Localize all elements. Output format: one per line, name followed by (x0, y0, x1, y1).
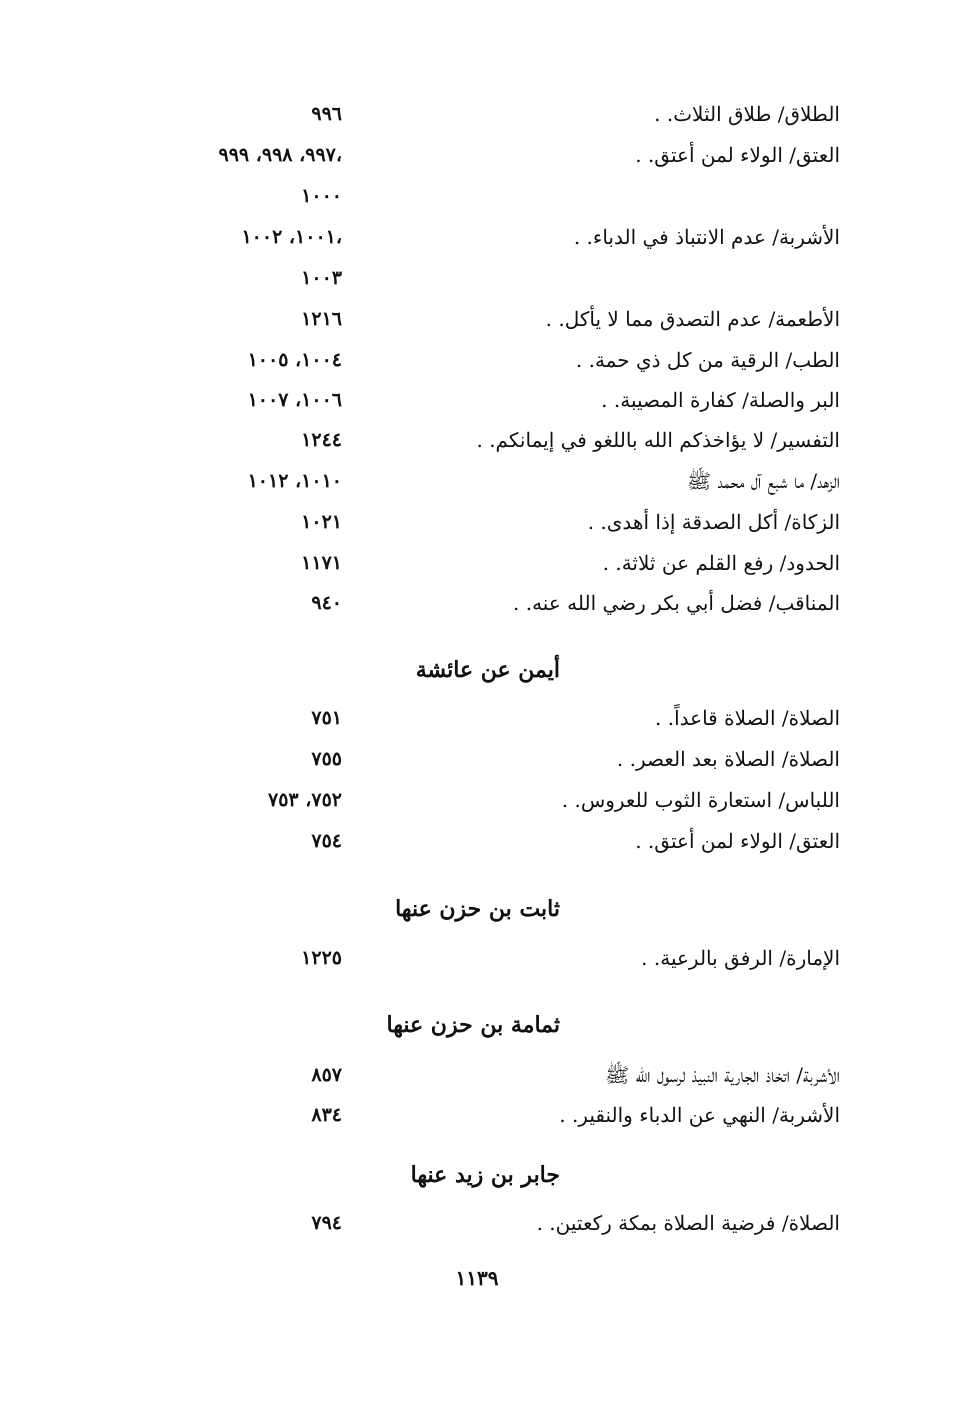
entry-topic: البر والصلة/ كفارة المصيبة. . (601, 388, 840, 412)
index-entry (0, 1203, 954, 1243)
entry-refs: ٩٤٠ (311, 592, 342, 614)
index-entry (0, 176, 954, 216)
section-heading: ثمامة بن حزن عنها (386, 1012, 560, 1038)
index-entry (0, 340, 954, 380)
entry-topic: الزهد/ ما شبع آل محمد ﷺ (686, 469, 840, 493)
section-heading: جابر بن زيد عنها (410, 1162, 560, 1188)
entry-topic: الأشربة/ عدم الانتباذ في الدباء. . (573, 225, 840, 249)
entry-refs: ٧٩٤ (311, 1212, 342, 1234)
index-entry (0, 258, 954, 298)
index-entry (0, 739, 954, 779)
index-entry (0, 1055, 954, 1095)
entry-topic: الأشربة/ اتخاذ الجارية النبيذ لرسول الله ﷺ (605, 1063, 840, 1087)
index-entry (0, 380, 954, 420)
entry-refs: ١٢٢٥ (301, 947, 342, 969)
entry-topic: الصلاة/ الصلاة قاعداً. . (655, 706, 840, 730)
entry-refs: ٧٥٥ (311, 748, 342, 770)
index-entry (0, 502, 954, 542)
entry-topic: الزكاة/ أكل الصدقة إذا أهدى. . (587, 510, 840, 534)
index-entry (0, 299, 954, 339)
entry-refs: ١٠١٠، ١٠١٢ (247, 470, 342, 492)
entry-refs: ١٢١٦ (301, 308, 342, 330)
entry-refs: ١٠٠٦، ١٠٠٧ (247, 389, 342, 411)
index-entry (0, 698, 954, 738)
section-heading: ثابت بن حزن عنها (395, 896, 560, 922)
entry-topic: المناقب/ فضل أبي بكر رضي الله عنه. . (513, 591, 840, 615)
index-entry (0, 938, 954, 978)
entry-refs: ١٢٤٤ (301, 429, 342, 451)
entry-topic: الطلاق/ طلاق الثلاث. . (654, 102, 840, 126)
entry-refs: ٧٥١ (311, 707, 342, 729)
index-entry (0, 780, 954, 820)
entry-refs: ١١٧١ (301, 552, 342, 574)
entry-topic: الأطعمة/ عدم التصدق مما لا يأكل. . (545, 307, 840, 331)
entry-topic: اللباس/ استعارة الثوب للعروس. . (561, 788, 840, 812)
entry-refs: ٩٩٧، ٩٩٨، ٩٩٩، (218, 144, 342, 166)
entry-refs: ١٠٠١، ١٠٠٢، (241, 226, 342, 248)
entry-refs: ١٠٠٣ (301, 267, 342, 289)
entry-topic: الأشربة/ النهي عن الدباء والنقير. . (559, 1103, 840, 1127)
entry-topic: العتق/ الولاء لمن أعتق. . (635, 143, 840, 167)
entry-topic: الطب/ الرقية من كل ذي حمة. . (575, 348, 840, 372)
index-entry (0, 1095, 954, 1135)
entry-topic: الصلاة/ فرضية الصلاة بمكة ركعتين. . (536, 1211, 840, 1235)
entry-topic: الحدود/ رفع القلم عن ثلاثة. . (602, 551, 840, 575)
index-entry (0, 94, 954, 134)
entry-refs: ٨٥٧ (311, 1064, 342, 1086)
index-entry (0, 821, 954, 861)
index-entry (0, 543, 954, 583)
entry-refs: ٩٩٦ (311, 103, 342, 125)
entry-topic: الإمارة/ الرفق بالرعية. . (641, 946, 840, 970)
index-entry (0, 461, 954, 501)
entry-refs: ١٠٠٠ (301, 185, 342, 207)
index-entry (0, 420, 954, 460)
entry-topic: العتق/ الولاء لمن أعتق. . (635, 829, 840, 853)
index-entry (0, 135, 954, 175)
index-entry (0, 217, 954, 257)
entry-refs: ٧٥٤ (311, 830, 342, 852)
entry-refs: ٧٥٢، ٧٥٣ (268, 789, 342, 811)
entry-topic: الصلاة/ الصلاة بعد العصر. . (616, 747, 840, 771)
page-number: ١١٣٩ (455, 1266, 499, 1290)
entry-refs: ١٠٢١ (301, 511, 342, 533)
section-heading: أيمن عن عائشة (415, 657, 560, 683)
entry-refs: ٨٣٤ (311, 1104, 342, 1126)
entry-topic: التفسير/ لا يؤاخذكم الله باللغو في إيمانكم. . (476, 428, 840, 452)
entry-refs: ١٠٠٤، ١٠٠٥ (247, 349, 342, 371)
index-entry (0, 583, 954, 623)
